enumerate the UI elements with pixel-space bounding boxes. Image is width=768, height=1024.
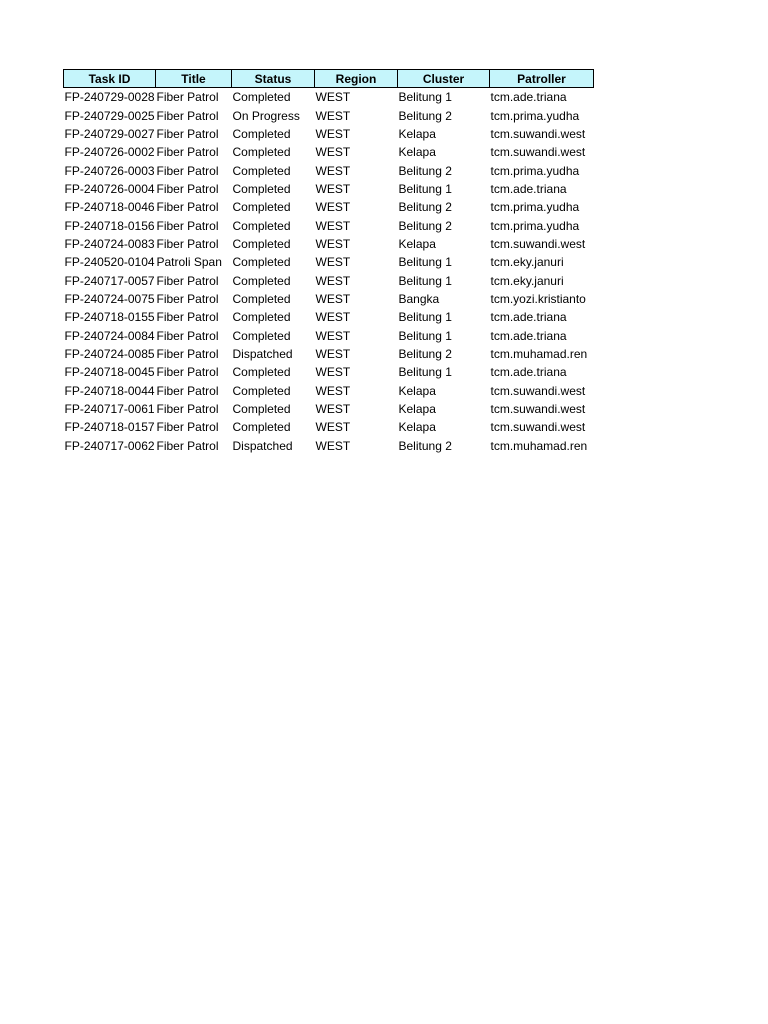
table-row bbox=[64, 125, 594, 143]
cluster-cell: Belitung 1 bbox=[398, 365, 452, 380]
task-id-cell: FP-240717-0061 bbox=[64, 402, 155, 417]
region-cell: WEST bbox=[315, 181, 351, 196]
title-cell: Fiber Patrol bbox=[156, 145, 219, 160]
cluster-cell: Kelapa bbox=[398, 420, 436, 435]
table-row bbox=[64, 198, 594, 216]
table-row bbox=[64, 235, 594, 253]
status-cell: Completed bbox=[232, 365, 291, 380]
column-header-status: Status bbox=[232, 70, 315, 88]
region-cell: WEST bbox=[315, 126, 351, 141]
status-cell: On Progress bbox=[232, 108, 300, 123]
title-cell: Fiber Patrol bbox=[156, 163, 219, 178]
patroller-cell: tcm.ade.triana bbox=[490, 365, 567, 380]
region-cell: WEST bbox=[315, 145, 351, 160]
title-cell: Fiber Patrol bbox=[156, 181, 219, 196]
table-row bbox=[64, 437, 594, 455]
region-cell: WEST bbox=[315, 365, 351, 380]
title-cell: Fiber Patrol bbox=[156, 126, 219, 141]
region-cell: WEST bbox=[315, 328, 351, 343]
task-id-cell: FP-240520-0104 bbox=[64, 255, 155, 270]
title-cell: Fiber Patrol bbox=[156, 402, 219, 417]
title-cell: Fiber Patrol bbox=[156, 90, 219, 105]
task-id-cell: FP-240726-0003 bbox=[64, 163, 155, 178]
status-cell: Completed bbox=[232, 291, 291, 306]
table-row bbox=[64, 308, 594, 326]
region-cell: WEST bbox=[315, 383, 351, 398]
region-cell: WEST bbox=[315, 291, 351, 306]
region-cell: WEST bbox=[315, 200, 351, 215]
region-cell: WEST bbox=[315, 402, 351, 417]
column-header-title: Title bbox=[156, 70, 232, 88]
title-cell: Fiber Patrol bbox=[156, 200, 219, 215]
cluster-cell: Kelapa bbox=[398, 126, 436, 141]
title-cell: Fiber Patrol bbox=[156, 346, 219, 361]
table-row bbox=[64, 253, 594, 271]
column-header-task-id: Task ID bbox=[64, 70, 156, 88]
task-id-cell: FP-240718-0046 bbox=[64, 200, 155, 215]
title-cell: Fiber Patrol bbox=[156, 310, 219, 325]
region-cell: WEST bbox=[315, 420, 351, 435]
patroller-cell: tcm.suwandi.west bbox=[490, 402, 586, 417]
task-id-cell: FP-240724-0083 bbox=[64, 236, 155, 251]
region-cell: WEST bbox=[315, 346, 351, 361]
region-cell: WEST bbox=[315, 218, 351, 233]
title-cell: Fiber Patrol bbox=[156, 273, 219, 288]
task-id-cell: FP-240724-0075 bbox=[64, 291, 155, 306]
task-table bbox=[63, 69, 594, 455]
status-cell: Completed bbox=[232, 90, 291, 105]
status-cell: Completed bbox=[232, 163, 291, 178]
cluster-cell: Bangka bbox=[398, 291, 440, 306]
cluster-cell: Belitung 1 bbox=[398, 310, 452, 325]
cluster-cell: Belitung 2 bbox=[398, 346, 452, 361]
task-id-cell: FP-240729-0025 bbox=[64, 108, 155, 123]
cluster-cell: Belitung 2 bbox=[398, 200, 452, 215]
region-cell: WEST bbox=[315, 108, 351, 123]
patroller-cell: tcm.muhamad.ren bbox=[490, 346, 588, 361]
patroller-cell: tcm.prima.yudha bbox=[490, 218, 580, 233]
cluster-cell: Belitung 2 bbox=[398, 163, 452, 178]
task-id-cell: FP-240726-0002 bbox=[64, 145, 155, 160]
region-cell: WEST bbox=[315, 438, 351, 453]
task-id-cell: FP-240724-0085 bbox=[64, 346, 155, 361]
column-header-cluster: Cluster bbox=[398, 70, 490, 88]
patroller-cell: tcm.prima.yudha bbox=[490, 108, 580, 123]
title-cell: Patroli Span bbox=[156, 255, 222, 270]
patroller-cell: tcm.yozi.kristianto bbox=[490, 291, 586, 306]
table-row bbox=[64, 382, 594, 400]
cluster-cell: Belitung 1 bbox=[398, 181, 452, 196]
title-cell: Fiber Patrol bbox=[156, 365, 219, 380]
patroller-cell: tcm.suwandi.west bbox=[490, 383, 586, 398]
region-cell: WEST bbox=[315, 255, 351, 270]
status-cell: Completed bbox=[232, 236, 291, 251]
task-id-cell: FP-240718-0157 bbox=[64, 420, 155, 435]
cluster-cell: Kelapa bbox=[398, 145, 436, 160]
cluster-cell: Kelapa bbox=[398, 236, 436, 251]
patroller-cell: tcm.ade.triana bbox=[490, 90, 567, 105]
patroller-cell: tcm.suwandi.west bbox=[490, 420, 586, 435]
task-id-cell: FP-240718-0044 bbox=[64, 383, 155, 398]
table-row bbox=[64, 418, 594, 436]
patroller-cell: tcm.muhamad.ren bbox=[490, 438, 588, 453]
task-id-cell: FP-240729-0028 bbox=[64, 90, 155, 105]
task-id-cell: FP-240718-0156 bbox=[64, 218, 155, 233]
table-row bbox=[64, 290, 594, 308]
table-row bbox=[64, 180, 594, 198]
cluster-cell: Belitung 1 bbox=[398, 328, 452, 343]
cluster-cell: Belitung 2 bbox=[398, 438, 452, 453]
title-cell: Fiber Patrol bbox=[156, 108, 219, 123]
task-id-cell: FP-240724-0084 bbox=[64, 328, 155, 343]
cluster-cell: Kelapa bbox=[398, 402, 436, 417]
table-row bbox=[64, 363, 594, 381]
region-cell: WEST bbox=[315, 273, 351, 288]
title-cell: Fiber Patrol bbox=[156, 328, 219, 343]
cluster-cell: Belitung 1 bbox=[398, 90, 452, 105]
region-cell: WEST bbox=[315, 236, 351, 251]
table-row bbox=[64, 326, 594, 344]
status-cell: Completed bbox=[232, 328, 291, 343]
column-header-region: Region bbox=[315, 70, 398, 88]
patroller-cell: tcm.prima.yudha bbox=[490, 163, 580, 178]
title-cell: Fiber Patrol bbox=[156, 420, 219, 435]
table-row bbox=[64, 345, 594, 363]
table-row bbox=[64, 400, 594, 418]
status-cell: Completed bbox=[232, 218, 291, 233]
status-cell: Completed bbox=[232, 420, 291, 435]
table-row bbox=[64, 216, 594, 234]
title-cell: Fiber Patrol bbox=[156, 218, 219, 233]
status-cell: Completed bbox=[232, 273, 291, 288]
status-cell: Completed bbox=[232, 402, 291, 417]
cluster-cell: Belitung 1 bbox=[398, 273, 452, 288]
column-header-patroller: Patroller bbox=[490, 70, 594, 88]
status-cell: Completed bbox=[232, 255, 291, 270]
table-body bbox=[64, 88, 594, 455]
status-cell: Dispatched bbox=[232, 438, 293, 453]
table-row bbox=[64, 143, 594, 161]
table-row bbox=[64, 106, 594, 124]
header-row bbox=[64, 70, 594, 88]
cluster-cell: Kelapa bbox=[398, 383, 436, 398]
status-cell: Completed bbox=[232, 126, 291, 141]
patroller-cell: tcm.ade.triana bbox=[490, 328, 567, 343]
table-header bbox=[64, 70, 594, 88]
status-cell: Completed bbox=[232, 145, 291, 160]
region-cell: WEST bbox=[315, 163, 351, 178]
patroller-cell: tcm.suwandi.west bbox=[490, 236, 586, 251]
status-cell: Completed bbox=[232, 200, 291, 215]
patroller-cell: tcm.prima.yudha bbox=[490, 200, 580, 215]
task-id-cell: FP-240717-0062 bbox=[64, 438, 155, 453]
patroller-cell: tcm.ade.triana bbox=[490, 310, 567, 325]
cluster-cell: Belitung 2 bbox=[398, 218, 452, 233]
task-id-cell: FP-240718-0045 bbox=[64, 365, 155, 380]
task-sheet bbox=[63, 69, 593, 455]
task-id-cell: FP-240717-0057 bbox=[64, 273, 155, 288]
table-row bbox=[64, 88, 594, 107]
patroller-cell: tcm.eky.januri bbox=[490, 273, 564, 288]
region-cell: WEST bbox=[315, 310, 351, 325]
patroller-cell: tcm.suwandi.west bbox=[490, 145, 586, 160]
title-cell: Fiber Patrol bbox=[156, 236, 219, 251]
table-row bbox=[64, 271, 594, 289]
task-id-cell: FP-240718-0155 bbox=[64, 310, 155, 325]
task-id-cell: FP-240726-0004 bbox=[64, 181, 155, 196]
region-cell: WEST bbox=[315, 90, 351, 105]
patroller-cell: tcm.eky.januri bbox=[490, 255, 564, 270]
cluster-cell: Belitung 2 bbox=[398, 108, 452, 123]
patroller-cell: tcm.suwandi.west bbox=[490, 126, 586, 141]
status-cell: Dispatched bbox=[232, 346, 293, 361]
status-cell: Completed bbox=[232, 181, 291, 196]
status-cell: Completed bbox=[232, 310, 291, 325]
patroller-cell: tcm.ade.triana bbox=[490, 181, 567, 196]
title-cell: Fiber Patrol bbox=[156, 291, 219, 306]
cluster-cell: Belitung 1 bbox=[398, 255, 452, 270]
title-cell: Fiber Patrol bbox=[156, 438, 219, 453]
task-id-cell: FP-240729-0027 bbox=[64, 126, 155, 141]
title-cell: Fiber Patrol bbox=[156, 383, 219, 398]
table-row bbox=[64, 161, 594, 179]
status-cell: Completed bbox=[232, 383, 291, 398]
